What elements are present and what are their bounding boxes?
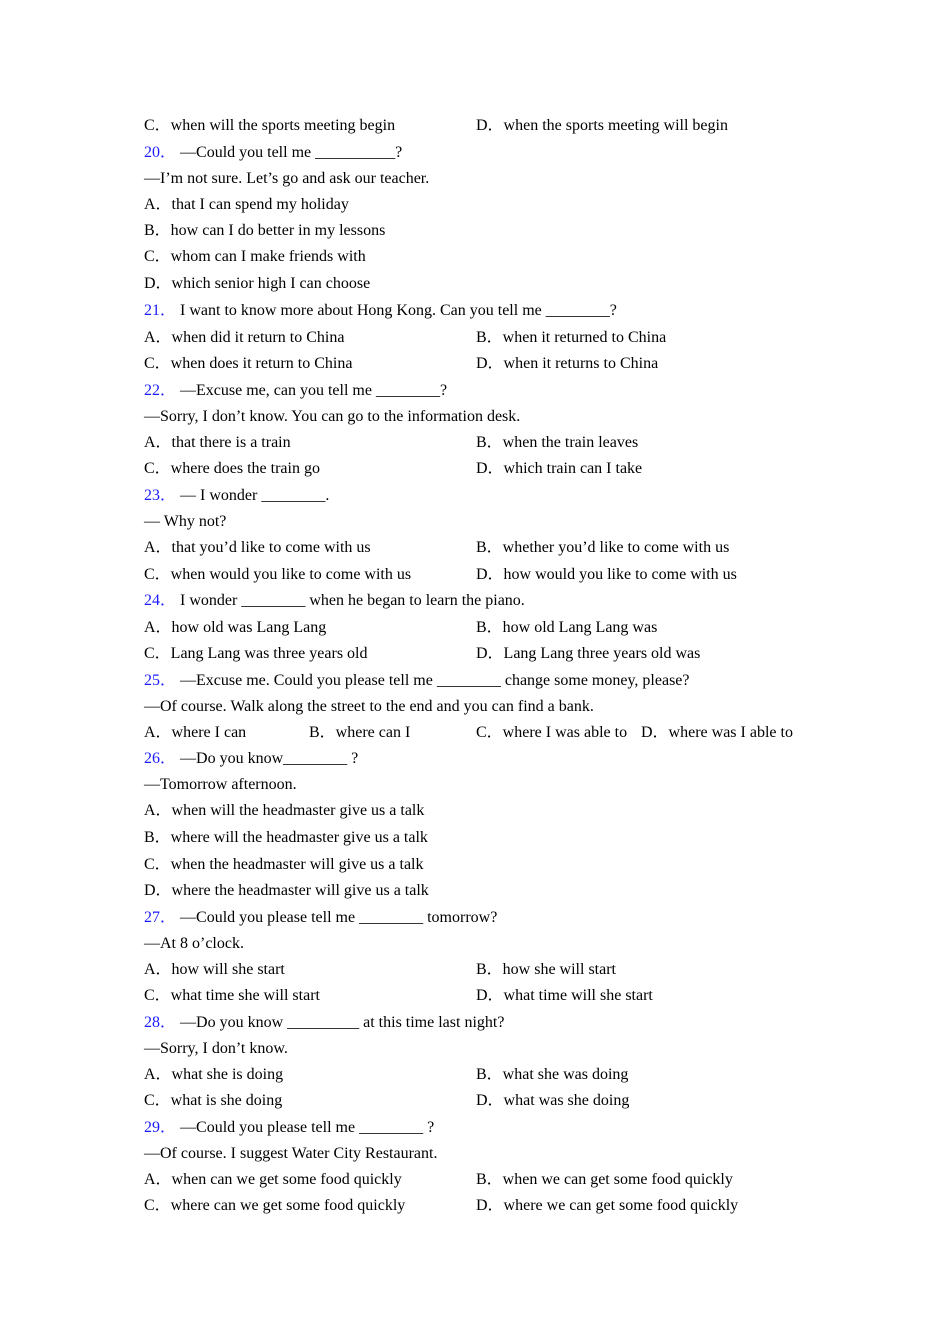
q27-option-c: C．what time she will start xyxy=(144,987,320,1004)
q27-number: 27． xyxy=(144,909,177,926)
q20-option-c: C．whom can I make friends with xyxy=(144,248,366,265)
q29-option-c: C．where can we get some food quickly xyxy=(144,1197,406,1214)
q29-option-a: A．when can we get some food quickly xyxy=(144,1171,402,1188)
q21-option-d: D．when it returns to China xyxy=(476,355,659,372)
q24-number: 24． xyxy=(144,592,177,609)
q26-stem: —Do you know________ ? xyxy=(180,750,359,767)
q23-option-c: C．when would you like to come with us xyxy=(144,566,412,583)
q29-stem-line xyxy=(144,1118,434,1138)
q28-stem-line xyxy=(144,1013,504,1033)
q26-option-d: D．where the headmaster will give us a talk xyxy=(144,882,429,899)
q28-option-d: D．what was she doing xyxy=(476,1092,630,1109)
q28-number: 28． xyxy=(144,1014,177,1031)
q24-option-d: D．Lang Lang three years old was xyxy=(476,645,701,662)
q27-option-a: A．how will she start xyxy=(144,961,285,978)
q19-option-c: C．when will the sports meeting begin xyxy=(144,117,396,134)
q23-stem: — I wonder ________. xyxy=(180,487,330,504)
q21-number: 21． xyxy=(144,302,177,319)
q21-stem: I want to know more about Hong Kong. Can you tell me ________? xyxy=(180,302,617,319)
q29-stem: —Could you please tell me ________ ? xyxy=(180,1119,435,1136)
q25-option-d: D．where was I able to xyxy=(641,724,793,741)
q24-option-b: B．how old Lang Lang was xyxy=(476,619,658,636)
q21-option-b: B．when it returned to China xyxy=(476,329,667,346)
q28-option-c: C．what is she doing xyxy=(144,1092,283,1109)
q28-option-b: B．what she was doing xyxy=(476,1066,629,1083)
q28-stem: —Do you know _________ at this time last night? xyxy=(180,1014,505,1031)
q20-reply: —I’m not sure. Let’s go and ask our teacher. xyxy=(144,170,430,187)
q23-option-b: B．whether you’d like to come with us xyxy=(476,539,730,556)
q20-option-b: B．how can I do better in my lessons xyxy=(144,222,386,239)
q27-reply: —At 8 o’clock. xyxy=(144,935,244,952)
q21-option-c: C．when does it return to China xyxy=(144,355,353,372)
q25-option-a: A．where I can xyxy=(144,724,247,741)
q23-reply: — Why not? xyxy=(144,513,227,530)
q23-number: 23． xyxy=(144,487,177,504)
q26-stem-line xyxy=(144,749,358,769)
q22-number: 22． xyxy=(144,382,177,399)
q25-stem-line xyxy=(144,671,690,691)
q25-number: 25． xyxy=(144,672,177,689)
q20-option-d: D．which senior high I can choose xyxy=(144,275,371,292)
q26-number: 26． xyxy=(144,750,177,767)
q23-option-a: A．that you’d like to come with us xyxy=(144,539,371,556)
q19-option-d: D．when the sports meeting will begin xyxy=(476,117,728,134)
q28-reply: —Sorry, I don’t know. xyxy=(144,1040,288,1057)
q21-option-a: A．when did it return to China xyxy=(144,329,345,346)
q22-stem-line xyxy=(144,381,447,401)
q21-stem-line xyxy=(144,301,617,321)
q23-option-d: D．how would you like to come with us xyxy=(476,566,737,583)
q22-option-b: B．when the train leaves xyxy=(476,434,639,451)
q23-stem-line xyxy=(144,486,329,506)
q24-option-c: C．Lang Lang was three years old xyxy=(144,645,368,662)
q22-reply: —Sorry, I don’t know. You can go to the information desk. xyxy=(144,408,521,425)
q27-option-b: B．how she will start xyxy=(476,961,616,978)
q22-option-c: C．where does the train go xyxy=(144,460,320,477)
q25-reply: —Of course. Walk along the street to the end and you can find a bank. xyxy=(144,698,594,715)
q20-stem: —Could you tell me __________? xyxy=(180,144,403,161)
q22-option-d: D．which train can I take xyxy=(476,460,643,477)
q28-option-a: A．what she is doing xyxy=(144,1066,284,1083)
q22-option-a: A．that there is a train xyxy=(144,434,291,451)
q25-option-b: B．where can I xyxy=(309,724,411,741)
q25-option-c: C．where I was able to xyxy=(476,724,628,741)
q20-option-a: A．that I can spend my holiday xyxy=(144,196,349,213)
q20-number: 20． xyxy=(144,144,177,161)
q27-option-d: D．what time will she start xyxy=(476,987,653,1004)
q26-option-a: A．when will the headmaster give us a talk xyxy=(144,802,425,819)
q29-reply: —Of course. I suggest Water City Restaurant. xyxy=(144,1145,438,1162)
q26-reply: —Tomorrow afternoon. xyxy=(144,776,297,793)
q29-option-d: D．where we can get some food quickly xyxy=(476,1197,739,1214)
q22-stem: —Excuse me, can you tell me ________? xyxy=(180,382,448,399)
q26-option-b: B．where will the headmaster give us a talk xyxy=(144,829,428,846)
q29-number: 29． xyxy=(144,1119,177,1136)
q26-option-c: C．when the headmaster will give us a talk xyxy=(144,856,424,873)
q29-option-b: B．when we can get some food quickly xyxy=(476,1171,733,1188)
q24-option-a: A．how old was Lang Lang xyxy=(144,619,327,636)
q24-stem-line xyxy=(144,591,525,611)
q27-stem-line xyxy=(144,908,497,928)
q25-stem: —Excuse me. Could you please tell me ________ change some money, please? xyxy=(180,672,690,689)
q27-stem: —Could you please tell me ________ tomorrow? xyxy=(180,909,498,926)
q24-stem: I wonder ________ when he began to learn the piano. xyxy=(180,592,525,609)
q20-stem-line xyxy=(144,143,402,163)
